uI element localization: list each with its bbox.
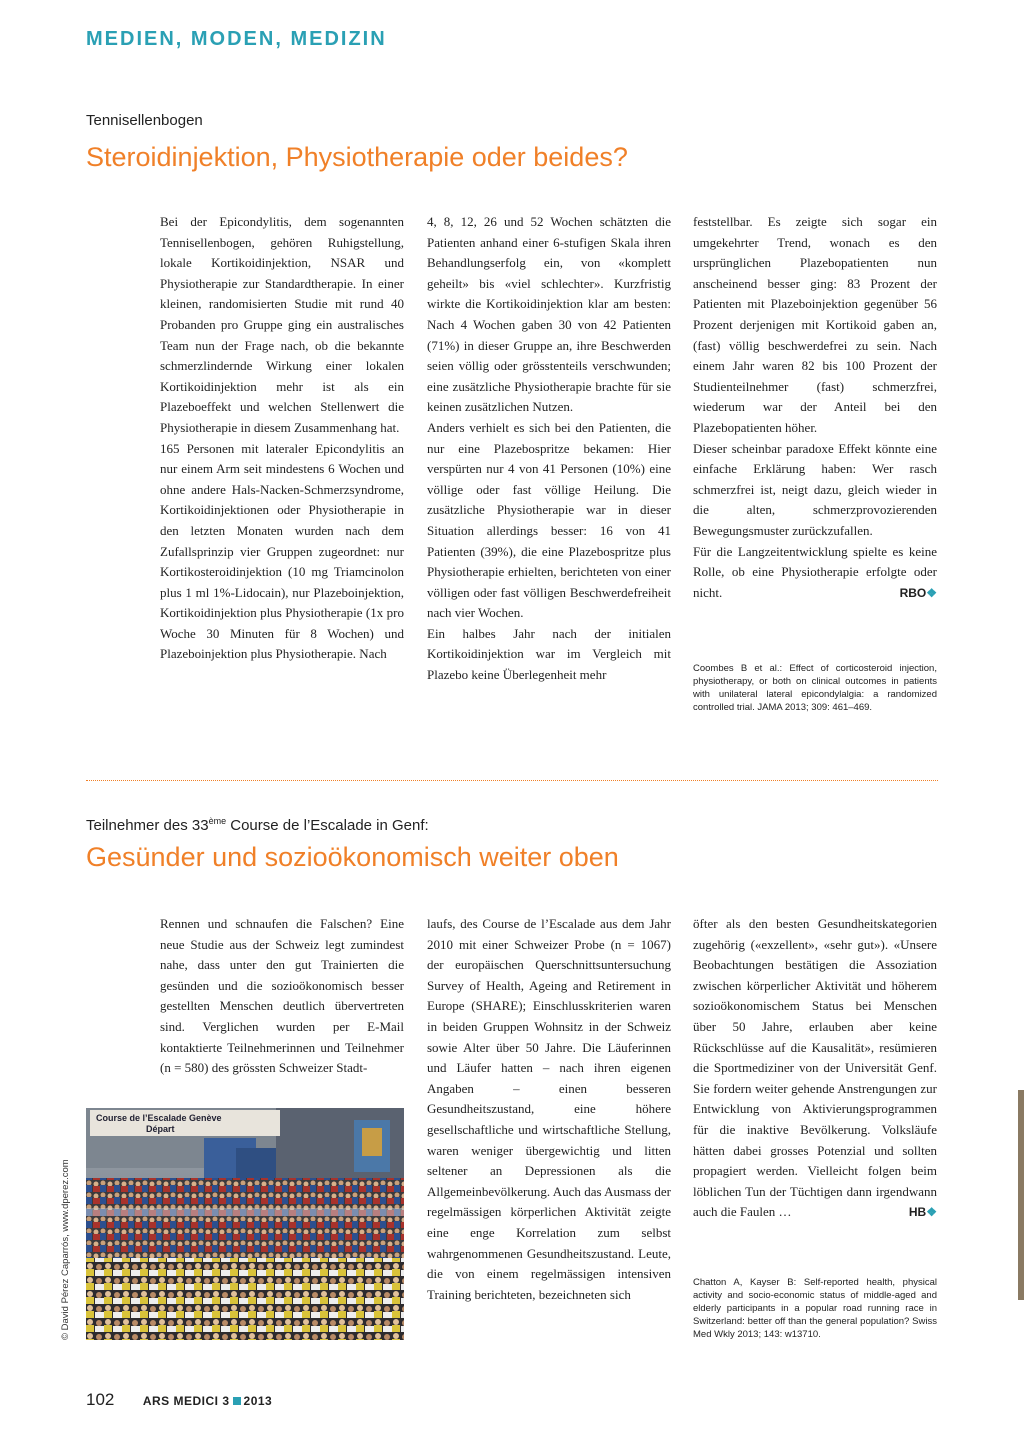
paragraph: Rennen und schnaufen die Falschen? Eine neue Studie aus der Schweiz legt zumindest nahe, dass unter den gut Trainierten die gesünden und die sozioökonomisch besser gestellten Menschen deutlich übervertreten sind. Verglichen wurden per E-Mail kontaktierte Teilnehmerinnen und Teilnehmer (n = 580) des grössten Schweizer Stadt- bbox=[160, 916, 404, 1076]
paragraph bbox=[693, 914, 937, 1223]
page-number: 102 bbox=[86, 1390, 115, 1409]
kicker-text: Teilnehmer des 33 bbox=[86, 817, 209, 834]
article2-kicker bbox=[86, 816, 429, 834]
article2-column-1 bbox=[160, 914, 404, 1079]
kicker-text: Course de l’Escalade in Genf: bbox=[226, 817, 429, 834]
paragraph-text: Für die Langzeitentwicklung spielte es keine Rolle, ob eine Physiotherapie erfolgte oder nicht. bbox=[693, 543, 937, 600]
article1-column-2 bbox=[427, 212, 671, 686]
section-header: MEDIEN, MODEN, MEDIZIN bbox=[86, 28, 387, 50]
page-footer bbox=[86, 1390, 272, 1410]
article2-column-2 bbox=[427, 914, 671, 1305]
diamond-icon: ❖ bbox=[926, 1205, 937, 1220]
article1-headline: Steroidinjektion, Physiotherapie oder beides? bbox=[86, 142, 628, 172]
paragraph: laufs, des Course de l’Escalade aus dem Jahr 2010 mit einer Schweizer Probe (n = 1067) der europäischen Querschnittsuntersuchung Survey of Health, Ageing and Retirement in Europe (SHARE); Einschlusskriterien waren in beiden Gruppen Wohnsitz in der Schweiz sowie Alter über 50 Jahre. Die Läuferinnen und Läufer hatten – nach ihren eigenen Angaben – einen besseren Gesundheitszustand, eine höhere gesellschaftliche und wirtschaftliche Stellung, waren weniger übergewichtig und litten seltener an Depressionen als die Allgemeinbevölkerung. Auch das Ausmass der regelmässigen körperlichen Aktivität zeigte eine enge Korrelation zum selbst wahrgenommenen Gesundheitszustand. Leute, die von einem regelmässigen intensiven Training berichteten, bezeichneten sich bbox=[427, 916, 671, 1302]
paragraph-text: öfter als den besten Gesundheitskategorien zugehörig («exzellent», «sehr gut»). «Unsere Beobachtungen bestätigen die Assoziation zwischen körperlicher Aktivität und höherem sozioökonomischem Status bei Menschen über 50 Jahre, erlauben aber keine Rückschlüsse auf die Kausalität», resümieren die Sportmediziner von der Universität Genf. Sie fordern weiter gehende Anstrengungen zur Entwicklung von Aktivierungsprogrammen für die inaktive Bevölkerung. Volksläufe hätten dabei grosses Potenzial und sollten propagiert werden. Vielleicht folgen beim löblichen Tun der Tüchtigen dann irgendwann auch die Faulen … bbox=[693, 916, 937, 1220]
author-signature bbox=[900, 583, 937, 604]
signature-text: RBO bbox=[899, 585, 927, 600]
signature-text: HB bbox=[908, 1205, 927, 1220]
paragraph: feststellbar. Es zeigte sich sogar ein umgekehrter Trend, wonach es den ursprünglichen Plazebopatienten nun anscheinend besser ging: 83 Prozent der Patienten mit Plazeboinjektion gegenüber 56 Prozent derjenigen mit Kortikoid gaben an, (fast) völlig beschwerdefrei zu sein. Nach einem Jahr waren 82 bis 100 Prozent der Studienteilnehmer (fast) schmerzfrei, wiederum war der Anteil bei den Plazebopatienten höher. bbox=[693, 214, 937, 435]
author-signature bbox=[909, 1202, 937, 1223]
photo-banner-text: Départ bbox=[146, 1124, 175, 1134]
race-start-photo bbox=[86, 1108, 404, 1340]
article1-column-3 bbox=[693, 212, 937, 603]
magazine-title: ARS MEDICI 3 bbox=[142, 1394, 230, 1408]
paragraph bbox=[693, 542, 937, 604]
diamond-icon: ❖ bbox=[926, 585, 937, 600]
magazine-year: 2013 bbox=[243, 1394, 273, 1408]
paragraph: Ein halbes Jahr nach der initialen Kortikoidinjektion war im Vergleich mit Plazebo keine Überlegenheit mehr bbox=[427, 625, 671, 683]
paragraph: Anders verhielt es sich bei den Patienten, die nur eine Plazebospritze bekamen: Hier verspürten nur 4 von 41 Personen (10%) eine völlige oder fast völlige Heilung. Die zusätzliche Physiotherapie war in dieser Situation allerdings besser: 16 von 41 Patienten (39%), die eine Plazebospritze plus Physiotherapie erhielten, berichteten von einer völligen oder fast völligen Beschwerdefreiheit nach vier Wochen. bbox=[427, 419, 671, 621]
article1-column-1 bbox=[160, 212, 404, 665]
article2-reference: Chatton A, Kayser B: Self-reported health, physical activity and socio-economic status of middle-aged and elderly participants in a popular road running race in Switzerland: better off than the general population? Swiss Med Wkly 2013; 143: w13710. bbox=[693, 1277, 937, 1340]
crowd-illustration bbox=[86, 1108, 404, 1340]
paragraph: Bei der Epicondylitis, dem sogenannten Tennisellenbogen, gehören Ruhigstellung, lokale Kortikoidinjektion, NSAR und Physiotherapie zur Standardtherapie. In einer kleinen, randomisierten Studie mit rund 40 Probanden pro Gruppe ging ein australisches Team nun der Frage nach, ob die bekannte schmerzlindernde Wirkung einer lokalen Kortikoidinjektion mehr ist als ein Plazeboeffekt und welchen Stellenwert die Physiotherapie in diesem Zusammenhang hat. bbox=[160, 214, 404, 435]
article2-column-3 bbox=[693, 914, 937, 1223]
square-icon bbox=[233, 1397, 241, 1405]
page-edge-marker bbox=[1018, 1090, 1024, 1300]
photo-banner-text: Course de l’Escalade Genève bbox=[96, 1113, 222, 1123]
paragraph: Dieser scheinbar paradoxe Effekt könnte eine einfache Erklärung haben: Wer rasch schmerzfrei ist, neigt dazu, gleich wieder in die alten, schmerzprovozierenden Bewegungsmuster zurückzufallen. bbox=[693, 440, 937, 538]
article2-headline: Gesünder und sozioökonomisch weiter oben bbox=[86, 842, 619, 872]
article1-kicker: Tennisellenbogen bbox=[86, 112, 203, 129]
paragraph: 165 Personen mit lateraler Epicondylitis an nur einem Arm seit mindestens 6 Wochen und ohne andere Hals-Nacken-Schmerzsyndrome, Kortikoidinjektionen oder Physiotherapie in den letzten Monaten wurden nach dem Zufallsprinzip vier Gruppen zugeordnet: nur Kortikosteroidinjektion (10 mg Triamcinolon plus 1 ml 1%-Lidocain), nur Plazeboinjektion, Kortikoidinjektion plus Physiotherapie (1x pro Woche 30 Minuten für 8 Wochen) und Plazeboinjektion plus Physiotherapie. Nach bbox=[160, 440, 404, 662]
photo-credit: © David Pérez Caparrós, www.dperez.com bbox=[60, 1159, 71, 1340]
article1-reference: Coombes B et al.: Effect of corticosteroid injection, physiotherapy, or both on clinical outcomes in patients with unilateral lateral epicondylalgia: a randomized controlled trial. JAMA 2013; 309: 461–469. bbox=[693, 663, 937, 713]
paragraph: 4, 8, 12, 26 und 52 Wochen schätzten die Patienten anhand einer 6-stufigen Skala ihren Behandlungserfolg ein, von «komplett geheilt» bis «viel schlechter». Kurzfristig wirkte die Kortikoidinjektion klar am besten: Nach 4 Wochen gaben 30 von 42 Patienten (71%) in dieser Gruppe an, ihre Beschwerden seien völlig oder grösstenteils verschwunden; eine zusätzliche Physiotherapie brachte für sie keinen zusätzlichen Nutzen. bbox=[427, 214, 671, 415]
kicker-superscript: ème bbox=[208, 816, 227, 826]
magazine-name bbox=[143, 1394, 272, 1408]
dotted-divider bbox=[86, 780, 938, 781]
